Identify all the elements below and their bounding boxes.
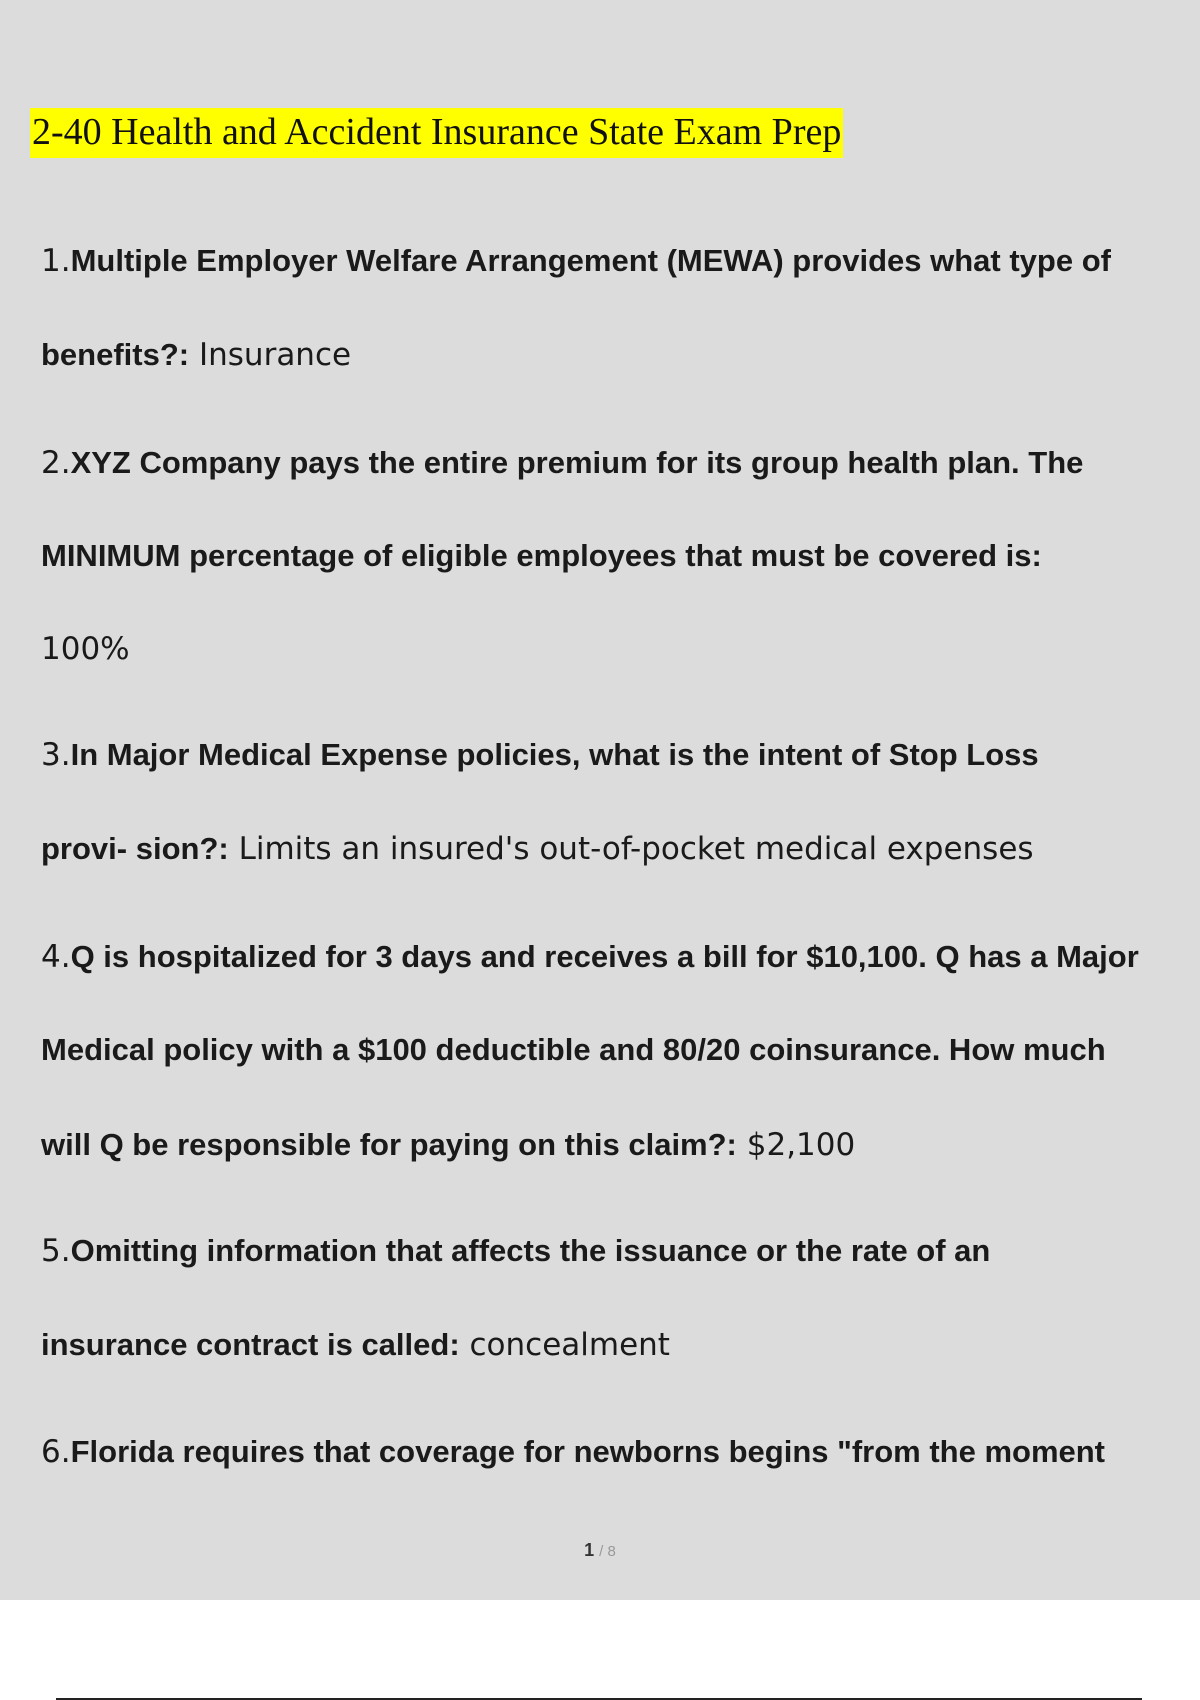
question-text: In Major Medical Expense policies, what is the intent of Stop Loss <box>70 737 1039 772</box>
question-5-line-2 <box>41 1325 670 1365</box>
question-text: benefits?: <box>41 337 190 372</box>
question-number: 2. <box>41 445 71 481</box>
question-2-line-2 <box>41 536 1042 576</box>
page-total: / 8 <box>599 1543 616 1560</box>
question-number: 4. <box>41 939 71 975</box>
question-1-line-2 <box>41 335 351 375</box>
question-number: 6. <box>41 1434 71 1470</box>
question-5-line-1 <box>41 1231 990 1271</box>
question-4-line-1 <box>41 937 1139 977</box>
question-number: 1. <box>41 243 71 279</box>
question-text: Multiple Employer Welfare Arrangement (MEWA) provides what type of <box>70 243 1111 278</box>
question-2-line-1 <box>41 443 1083 483</box>
question-text: MINIMUM percentage of eligible employees that must be covered is: <box>41 538 1042 573</box>
question-text: provi- sion?: <box>41 831 229 866</box>
question-3-line-2 <box>41 829 1034 869</box>
page-indicator <box>0 1540 1200 1561</box>
question-number: 5. <box>41 1233 71 1269</box>
question-4-line-2 <box>41 1030 1106 1070</box>
answer-text: Limits an insured's out-of-pocket medical expenses <box>228 831 1034 867</box>
question-text: insurance contract is called: <box>41 1327 460 1362</box>
question-text: Q is hospitalized for 3 days and receives a bill for $10,100. Q has a Major <box>70 939 1139 974</box>
question-1-line-1 <box>41 241 1111 281</box>
document-title: 2-40 Health and Accident Insurance State Exam Prep <box>30 108 843 158</box>
question-4-line-3 <box>41 1125 855 1165</box>
answer-text: $2,100 <box>736 1127 856 1163</box>
question-text: Medical policy with a $100 deductible and 80/20 coinsurance. How much <box>41 1032 1106 1067</box>
question-text: Florida requires that coverage for newborns begins "from the moment <box>70 1434 1106 1469</box>
question-2-line-3 <box>41 629 130 669</box>
answer-text: 100% <box>41 631 130 667</box>
question-3-line-1 <box>41 735 1039 775</box>
answer-text: Insurance <box>189 337 352 373</box>
question-text: XYZ Company pays the entire premium for its group health plan. The <box>70 445 1084 480</box>
question-text: Omitting information that affects the issuance or the rate of an <box>70 1233 991 1268</box>
answer-text: concealment <box>459 1327 670 1363</box>
page-current: 1 <box>584 1540 595 1560</box>
question-number: 3. <box>41 737 71 773</box>
question-text: will Q be responsible for paying on this claim?: <box>41 1127 737 1162</box>
question-6-line-1 <box>41 1432 1105 1472</box>
